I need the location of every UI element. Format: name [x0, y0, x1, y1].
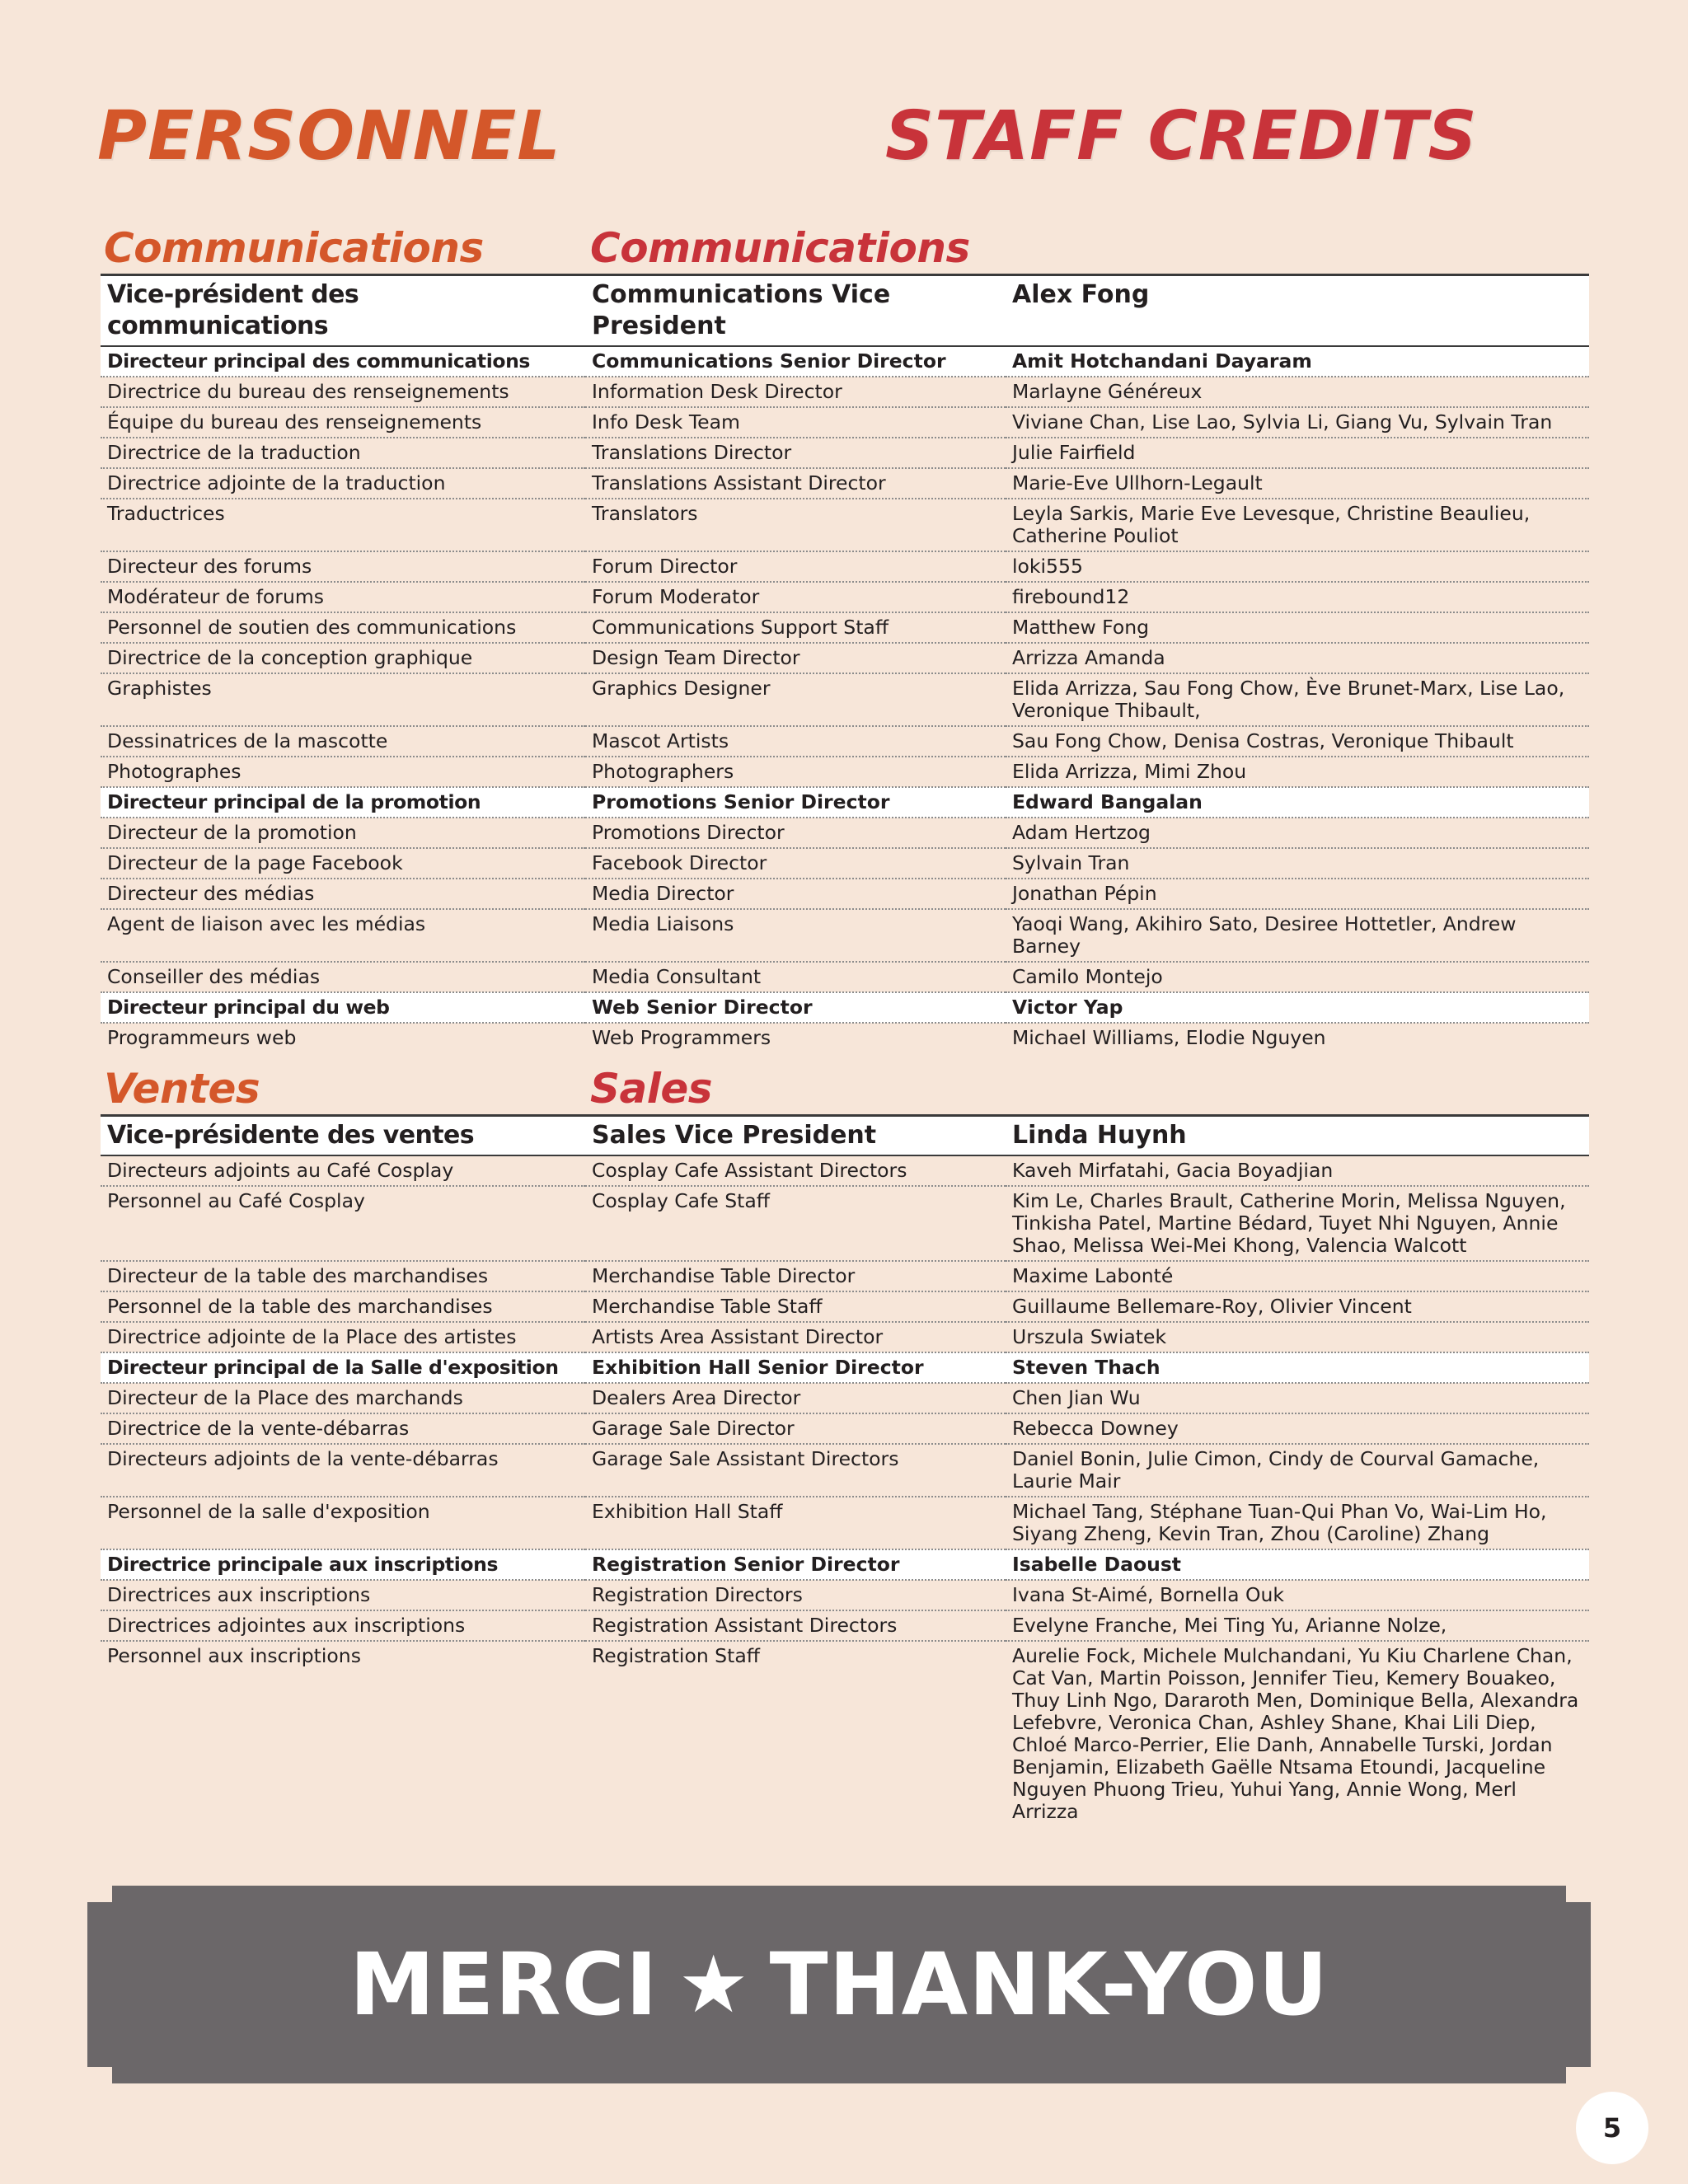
- staff-names: Linda Huynh: [1006, 1116, 1589, 1156]
- role-en: Photographers: [585, 757, 1006, 787]
- vice-president-row: [101, 1116, 1589, 1156]
- staff-names: firebound12: [1006, 582, 1589, 612]
- staff-names: Michael Tang, Stéphane Tuan-Qui Phan Vo, Wai-Lim Ho, Siyang Zheng, Kevin Tran, Zhou (Caroline) Zhang: [1006, 1497, 1589, 1549]
- credit-row: [101, 1383, 1589, 1413]
- role-fr: Directrice de la traduction: [101, 438, 585, 468]
- staff-names: Rebecca Downey: [1006, 1413, 1589, 1444]
- role-en: Design Team Director: [585, 643, 1006, 673]
- credit-row: [101, 438, 1589, 468]
- credit-row: [101, 879, 1589, 909]
- credit-row: [101, 1155, 1589, 1186]
- role-fr: Personnel de soutien des communications: [101, 612, 585, 643]
- role-fr: Agent de liaison avec les médias: [101, 909, 585, 962]
- credit-row: [101, 582, 1589, 612]
- role-en: Cosplay Cafe Assistant Directors: [585, 1155, 1006, 1186]
- staff-names: Urszula Swiatek: [1006, 1322, 1589, 1352]
- communications-section: [101, 224, 1589, 1052]
- role-en: Merchandise Table Staff: [585, 1291, 1006, 1322]
- role-en: Sales Vice President: [585, 1116, 1006, 1156]
- staff-names: Evelyne Franche, Mei Ting Yu, Arianne Nolze,: [1006, 1610, 1589, 1641]
- staff-names: Arrizza Amanda: [1006, 643, 1589, 673]
- role-fr: Photographes: [101, 757, 585, 787]
- role-fr: Directeur principal du web: [101, 992, 585, 1023]
- role-en: Promotions Senior Director: [585, 787, 1006, 818]
- staff-names: Viviane Chan, Lise Lao, Sylvia Li, Giang Vu, Sylvain Tran: [1006, 407, 1589, 438]
- staff-names: Sau Fong Chow, Denisa Costras, Veronique Thibault: [1006, 726, 1589, 757]
- credit-row: [101, 1444, 1589, 1497]
- role-en: Registration Senior Director: [585, 1549, 1006, 1580]
- staff-names: Leyla Sarkis, Marie Eve Levesque, Christine Beaulieu, Catherine Pouliot: [1006, 499, 1589, 551]
- role-en: Media Liaisons: [585, 909, 1006, 962]
- role-fr: Conseiller des médias: [101, 962, 585, 992]
- credit-row: [101, 848, 1589, 879]
- role-fr: Personnel de la salle d'exposition: [101, 1497, 585, 1549]
- credit-row: [101, 726, 1589, 757]
- credit-row: [101, 1291, 1589, 1322]
- credit-row: [101, 407, 1589, 438]
- role-en: Translations Director: [585, 438, 1006, 468]
- heading-personnel: PERSONNEL: [97, 97, 561, 176]
- credit-row: [101, 757, 1589, 787]
- role-en: Merchandise Table Director: [585, 1261, 1006, 1291]
- role-fr: Graphistes: [101, 673, 585, 726]
- staff-names: Victor Yap: [1006, 992, 1589, 1023]
- role-fr: Traductrices: [101, 499, 585, 551]
- staff-names: Adam Hertzog: [1006, 818, 1589, 848]
- staff-names: Elida Arrizza, Sau Fong Chow, Ève Brunet-Marx, Lise Lao, Veronique Thibault,: [1006, 673, 1589, 726]
- section-title-fr: Communications: [104, 224, 484, 272]
- role-fr: Directeur de la promotion: [101, 818, 585, 848]
- staff-names: Julie Fairfield: [1006, 438, 1589, 468]
- role-fr: Programmeurs web: [107, 1026, 297, 1049]
- communications-credits-table: [101, 274, 1589, 1052]
- staff-names: Michael Williams, Elodie Nguyen: [1012, 1026, 1326, 1049]
- credit-row: [101, 962, 1589, 992]
- thank-you-banner: [112, 1886, 1566, 2083]
- staff-names: Elida Arrizza, Mimi Zhou: [1006, 757, 1589, 787]
- credit-row: [101, 1610, 1589, 1641]
- staff-names: Daniel Bonin, Julie Cimon, Cindy de Courval Gamache, Laurie Mair: [1006, 1444, 1589, 1497]
- role-fr: Personnel au Café Cosplay: [101, 1186, 585, 1261]
- role-en: Facebook Director: [585, 848, 1006, 879]
- role-en: Garage Sale Assistant Directors: [585, 1444, 1006, 1497]
- credit-row: [101, 673, 1589, 726]
- banner-text: [112, 1886, 1566, 2083]
- staff-names: Aurelie Fock, Michele Mulchandani, Yu Kiu Charlene Chan, Cat Van, Martin Poisson, Jennifer Tieu, Kemery Bouakeo, Thuy Linh Ngo, Dararoth Men, Dominique Bella, Alexandra Lefebvre, Veronica Chan, Ashley Shane, Khai Lili Diep, Chloé Marco-Perrier, Elie Danh, Annabelle Turski, Jordan Benjamin, Elizabeth Gaëlle Ntsama Etoundi, Jacqueline Nguyen Phuong Trieu, Yuhui Yang, Annie Wong, Merl Arrizza: [1012, 1644, 1579, 1823]
- role-en: Media Consultant: [585, 962, 1006, 992]
- staff-names: Guillaume Bellemare-Roy, Olivier Vincent: [1006, 1291, 1589, 1322]
- role-en: Communications Vice President: [585, 275, 1006, 347]
- role-fr: Directrice de la conception graphique: [101, 643, 585, 673]
- role-en: Graphics Designer: [585, 673, 1006, 726]
- page-number: 5: [1576, 2092, 1648, 2164]
- credit-row: [101, 1186, 1589, 1261]
- credit-row: [101, 1641, 1589, 1826]
- role-en: Web Senior Director: [585, 992, 1006, 1023]
- staff-names: Sylvain Tran: [1006, 848, 1589, 879]
- role-en: Promotions Director: [585, 818, 1006, 848]
- section-header: [101, 1065, 1589, 1114]
- role-fr: Personnel de la table des marchandises: [101, 1291, 585, 1322]
- staff-names: Marlayne Généreux: [1006, 377, 1589, 407]
- role-en: Mascot Artists: [585, 726, 1006, 757]
- role-fr: Personnel aux inscriptions: [107, 1644, 361, 1667]
- staff-names: Amit Hotchandani Dayaram: [1006, 346, 1589, 377]
- staff-names: Kaveh Mirfatahi, Gacia Boyadjian: [1006, 1155, 1589, 1186]
- role-en: Registration Directors: [585, 1580, 1006, 1610]
- role-en: Communications Senior Director: [585, 346, 1006, 377]
- role-fr: Directeur principal des communications: [101, 346, 585, 377]
- role-fr: Dessinatrices de la mascotte: [101, 726, 585, 757]
- staff-names: Yaoqi Wang, Akihiro Sato, Desiree Hottetler, Andrew Barney: [1006, 909, 1589, 962]
- role-en: Translators: [585, 499, 1006, 551]
- credit-row: [101, 468, 1589, 499]
- credit-row: [101, 499, 1589, 551]
- section-header: [101, 224, 1589, 274]
- role-fr: Directeur des médias: [101, 879, 585, 909]
- role-fr: Directeurs adjoints au Café Cosplay: [101, 1155, 585, 1186]
- star-icon: ★: [678, 1938, 750, 2031]
- staff-names: Marie-Eve Ullhorn-Legault: [1006, 468, 1589, 499]
- staff-names: Camilo Montejo: [1006, 962, 1589, 992]
- role-fr: Vice-présidente des ventes: [101, 1116, 585, 1156]
- credit-row: [101, 1322, 1589, 1352]
- credit-row: [101, 1413, 1589, 1444]
- role-fr: Directeur de la Place des marchands: [101, 1383, 585, 1413]
- role-en: Communications Support Staff: [585, 612, 1006, 643]
- role-fr: Directeur de la table des marchandises: [101, 1261, 585, 1291]
- section-title-en: Sales: [590, 1065, 713, 1113]
- senior-director-row: [101, 992, 1589, 1023]
- staff-names: Matthew Fong: [1006, 612, 1589, 643]
- section-title-en: Communications: [590, 224, 970, 272]
- staff-names: Steven Thach: [1006, 1352, 1589, 1383]
- banner-merci: MERCI: [349, 1934, 659, 2035]
- staff-names: loki555: [1006, 551, 1589, 582]
- role-fr: Vice-président des communications: [101, 275, 585, 347]
- role-en: Exhibition Hall Staff: [585, 1497, 1006, 1549]
- role-fr: Directeur principal de la promotion: [101, 787, 585, 818]
- role-fr: Directeur des forums: [101, 551, 585, 582]
- section-title-fr: Ventes: [104, 1065, 260, 1113]
- role-en: Information Desk Director: [585, 377, 1006, 407]
- credit-row: [101, 1497, 1589, 1549]
- credit-row: [101, 551, 1589, 582]
- role-fr: Directeur de la page Facebook: [101, 848, 585, 879]
- role-en: Registration Staff: [592, 1644, 760, 1667]
- role-fr: Directrice principale aux inscriptions: [101, 1549, 585, 1580]
- staff-names: Maxime Labonté: [1006, 1261, 1589, 1291]
- role-fr: Directeur principal de la Salle d'exposition: [101, 1352, 585, 1383]
- role-en: Exhibition Hall Senior Director: [585, 1352, 1006, 1383]
- role-fr: Équipe du bureau des renseignements: [101, 407, 585, 438]
- banner-thank-you: THANK-YOU: [769, 1934, 1329, 2035]
- role-fr: Directrice adjointe de la traduction: [101, 468, 585, 499]
- staff-names: Edward Bangalan: [1006, 787, 1589, 818]
- role-en: Forum Director: [585, 551, 1006, 582]
- senior-director-row: [101, 787, 1589, 818]
- role-fr: Directrice de la vente-débarras: [101, 1413, 585, 1444]
- staff-names: Kim Le, Charles Brault, Catherine Morin, Melissa Nguyen, Tinkisha Patel, Martine Bédard, Tuyet Nhi Nguyen, Annie Shao, Melissa Wei-Mei Khong, Valencia Walcott: [1006, 1186, 1589, 1261]
- credit-row: [101, 1261, 1589, 1291]
- role-fr: Directrice du bureau des renseignements: [101, 377, 585, 407]
- role-en: Translations Assistant Director: [585, 468, 1006, 499]
- credit-row: [101, 818, 1589, 848]
- staff-names: Chen Jian Wu: [1006, 1383, 1589, 1413]
- credit-row: [101, 909, 1589, 962]
- sales-credits-table: [101, 1114, 1589, 1826]
- sales-section: [101, 1065, 1589, 1826]
- vice-president-row: [101, 275, 1589, 347]
- role-en: Media Director: [585, 879, 1006, 909]
- role-fr: Directeurs adjoints de la vente-débarras: [101, 1444, 585, 1497]
- credit-row: [101, 612, 1589, 643]
- role-fr: Directrices aux inscriptions: [101, 1580, 585, 1610]
- role-en: Registration Assistant Directors: [585, 1610, 1006, 1641]
- role-en: Cosplay Cafe Staff: [585, 1186, 1006, 1261]
- credit-row: [101, 1023, 1589, 1052]
- role-fr: Directrice adjointe de la Place des artistes: [101, 1322, 585, 1352]
- senior-director-row: [101, 1352, 1589, 1383]
- role-en: Artists Area Assistant Director: [585, 1322, 1006, 1352]
- staff-names: Isabelle Daoust: [1006, 1549, 1589, 1580]
- staff-names: Ivana St-Aimé, Bornella Ouk: [1006, 1580, 1589, 1610]
- credit-row: [101, 1580, 1589, 1610]
- role-en: Forum Moderator: [585, 582, 1006, 612]
- staff-names: Alex Fong: [1006, 275, 1589, 347]
- credit-row: [101, 377, 1589, 407]
- role-fr: Modérateur de forums: [101, 582, 585, 612]
- role-en: Garage Sale Director: [585, 1413, 1006, 1444]
- role-en: Dealers Area Director: [585, 1383, 1006, 1413]
- heading-staff-credits: STAFF CREDITS: [885, 97, 1478, 176]
- role-en: Web Programmers: [592, 1026, 771, 1049]
- credit-row: [101, 643, 1589, 673]
- role-en: Info Desk Team: [585, 407, 1006, 438]
- role-fr: Directrices adjointes aux inscriptions: [101, 1610, 585, 1641]
- senior-director-row: [101, 1549, 1589, 1580]
- staff-names: Jonathan Pépin: [1006, 879, 1589, 909]
- senior-director-row: [101, 346, 1589, 377]
